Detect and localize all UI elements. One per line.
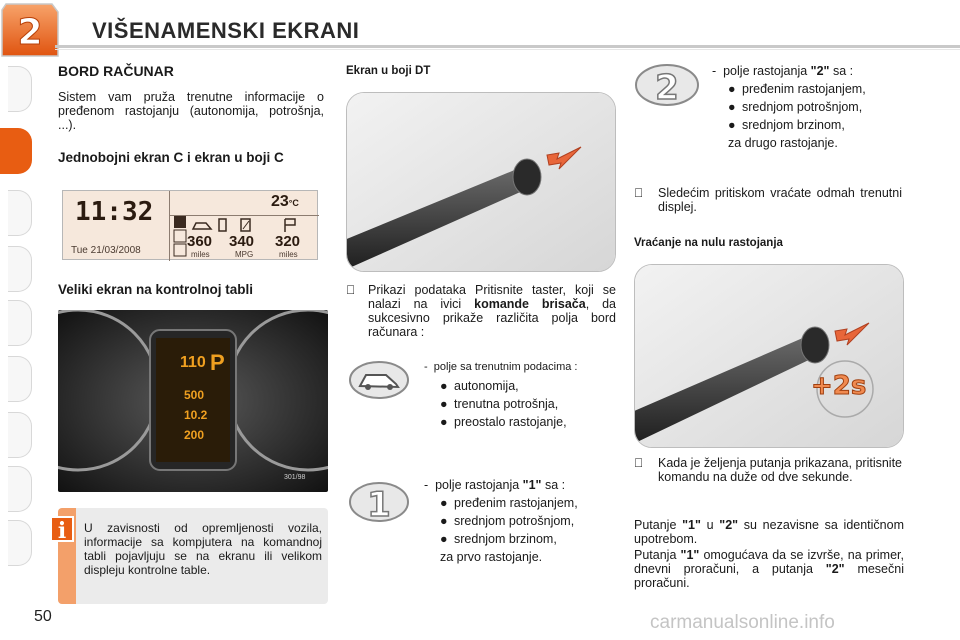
display-unit-2: MPG	[235, 250, 254, 259]
bullet-glyph	[346, 283, 355, 297]
field0-list	[440, 377, 567, 431]
field0-heading: - polje sa trenutnim podacima :	[424, 361, 578, 373]
info-text: U zavisnosti od opremljenosti vozila, informacije sa kompjutera na komandnoj tabli pojavljuju se na ekranu ili velikom displeju kontrolne table.	[84, 521, 322, 577]
list-item: ● srednjom potrošnjom,	[440, 514, 575, 528]
chapter-tab[interactable]	[8, 356, 32, 402]
field1-tail: za prvo rastojanje.	[440, 550, 543, 564]
chapter-tab-active[interactable]	[0, 128, 32, 174]
press-text-bold: komande brisača	[474, 297, 586, 311]
field2-heading: - polje rastojanja "2" sa :	[712, 64, 854, 78]
list-item: ● autonomija,	[440, 379, 519, 393]
fuel-icon	[217, 217, 229, 233]
paragraph-trip-usage: Putanja "1" omogućava da se izvrše, na primer, dnevni proračuni, a putanja "2" mesečni proračuni.	[634, 548, 904, 590]
display-divider-h	[169, 215, 319, 216]
info-icon: i	[50, 516, 74, 542]
chapter-tab[interactable]	[8, 300, 32, 346]
field0-head-text: polje sa trenutnim podacima :	[433, 361, 578, 373]
svg-text:2: 2	[655, 68, 679, 108]
press-arrow-icon	[545, 143, 585, 173]
press-instruction	[368, 283, 616, 339]
flag-icon	[283, 217, 297, 233]
list-item: ● trenutna potrošnja,	[440, 397, 559, 411]
mono-display-screen	[62, 190, 318, 260]
intro-text: Sistem vam pruža trenutne informacije o pređenom rastojanju (autonomija, potrošnja, ...).	[58, 90, 324, 132]
instrument-cluster-photo	[58, 310, 328, 492]
watermark: carmanualsonline.info	[650, 612, 835, 633]
chapter-number: 2	[17, 12, 43, 53]
cluster-readout-1: 500	[184, 388, 205, 402]
trip-selector-icon	[173, 215, 187, 257]
cluster-odometer: 301/98	[284, 474, 306, 481]
section-heading-dt: Ekran u boji DT	[346, 65, 431, 77]
wiper-stalk-illustration	[347, 93, 616, 272]
display-divider	[169, 191, 170, 261]
list-item: ● preostalo rastojanje,	[440, 415, 567, 429]
chapter-tab[interactable]	[8, 412, 32, 458]
list-item: ● pređenim rastojanjem,	[728, 82, 866, 96]
cluster-readout-3: 200	[184, 428, 205, 442]
wiper-stalk-reset-illustration	[635, 265, 904, 448]
display-value-2: 340	[229, 233, 255, 250]
list-item: ● pređenim rastojanjem,	[440, 496, 578, 510]
fuel-consumption-icon	[239, 217, 253, 233]
section-heading-cluster: Veliki ekran na kontrolnoj tabli	[58, 282, 254, 297]
page-number: 50	[34, 608, 52, 625]
chapter-tab[interactable]	[8, 190, 32, 236]
bullet-glyph	[634, 456, 643, 470]
field1-list	[440, 494, 578, 566]
display-value-3: 320	[275, 233, 301, 250]
cluster-gear: P	[210, 350, 225, 375]
field1-heading: - polje rastojanja "1" sa :	[424, 478, 566, 492]
display-unit-3: miles	[279, 250, 298, 259]
temp-value: 23	[271, 193, 289, 210]
chapter-tab[interactable]	[8, 466, 32, 512]
car-range-icon	[191, 219, 213, 233]
cluster-speed: 110	[180, 354, 206, 371]
cluster-readout-2: 10.2	[184, 408, 208, 422]
temp-unit: °C	[288, 198, 299, 208]
section-title-bord-racunar: BORD RAČUNAR	[58, 63, 174, 79]
hold-2s-badge: +2s	[811, 371, 867, 401]
press-text-end: , da sukcesivno prikaže različita polja bord računara :	[368, 297, 616, 339]
header-rule-thin	[55, 49, 960, 50]
section-heading-reset: Vraćanje na nulu rastojanja	[634, 237, 783, 249]
display-value-1: 360	[187, 233, 213, 250]
reset-instruction: Kada je željenja putanja prikazana, pritisnite komandu na duže od dve sekunde.	[658, 456, 902, 484]
list-item: ● srednjom brzinom,	[440, 532, 557, 546]
chapter-tab[interactable]	[8, 66, 32, 112]
header-rule	[55, 45, 960, 48]
press-text-start: Prikazi podataka Pritisnite taster, koji se nalazi na ivici	[368, 283, 616, 311]
trip-1-icon	[348, 480, 410, 524]
svg-text:1: 1	[367, 485, 391, 524]
section-heading-mono: Jednobojni ekran C i ekran u boji C	[58, 150, 284, 165]
wiper-stalk-photo	[346, 92, 616, 272]
chapter-tab[interactable]	[8, 520, 32, 566]
car-button-icon	[348, 360, 410, 400]
paragraph-independent-trips: Putanje "1" u "2" su nezavisne sa identičnom upotrebom.	[634, 518, 905, 546]
display-temp	[271, 193, 299, 211]
display-unit-1: miles	[191, 250, 210, 259]
display-date: Tue 21/03/2008	[71, 245, 141, 256]
display-time: 11:32	[75, 197, 154, 227]
field2-list	[728, 80, 866, 152]
return-text: Sledećim pritiskom vraćate odmah trenutni displej.	[658, 186, 902, 214]
chapter-title: VIŠENAMENSKI EKRANI	[92, 18, 360, 43]
list-item: ● srednjom brzinom,	[728, 118, 845, 132]
trip-2-icon	[634, 62, 700, 108]
press-arrow-icon	[833, 319, 873, 349]
list-item: ● srednjom potrošnjom,	[728, 100, 863, 114]
wiper-stalk-reset-photo	[634, 264, 904, 448]
chapter-tab[interactable]	[8, 246, 32, 292]
chapter-badge	[0, 0, 60, 58]
chapter-tabs	[0, 66, 40, 586]
bullet-glyph	[634, 186, 643, 200]
field2-tail: za drugo rastojanje.	[728, 136, 838, 150]
